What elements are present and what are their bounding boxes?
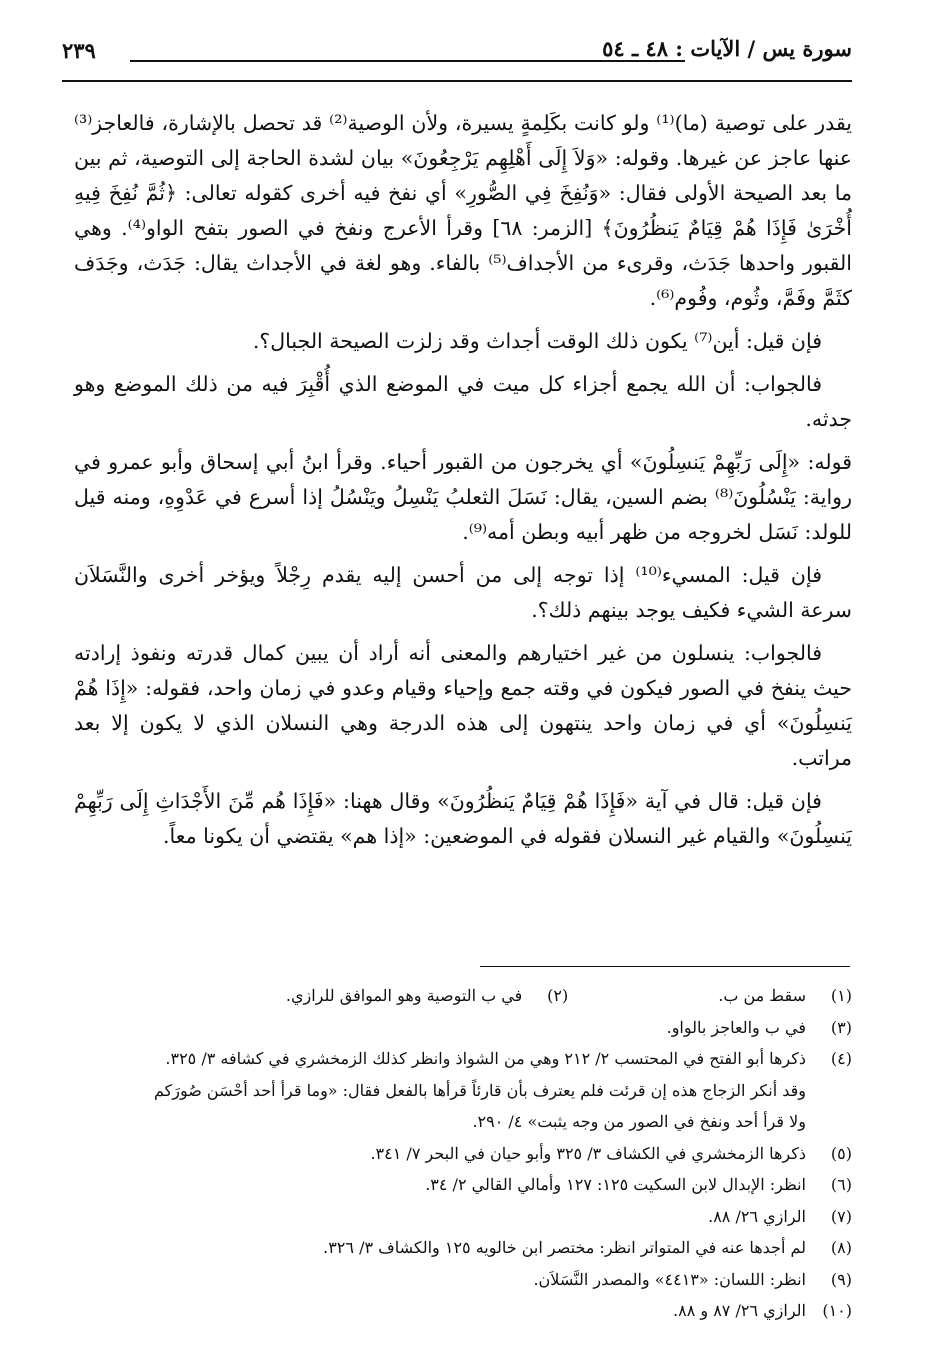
footnote-number: (٤) xyxy=(830,1049,852,1068)
footnote-number: (٩) xyxy=(830,1269,852,1289)
paragraph-1: يقدر على توصية (ما)⁽¹⁾ ولو كانت بكَلِمةٍ يسيرة، ولأن الوصية⁽²⁾ قد تحصل بالإشارة، فالعاجز⁽³⁾ عنها عاجز عن غيرها. وقوله: «وَلاَ إِلَى أَهْلِهِم يَرْجِعُونَ» بيان لشدة الحاجة إلى التوصية، ثم بين ما بعد الصيحة الأولى فقال: «وَنُفِخَ فِي الصُّورِ» أي نفخ فيه أخرى كقوله تعالى: ﴿ثُمَّ نُفِخَ فِيهِ أُخْرَىٰ فَإِذَا هُمْ قِيَامٌ يَنظُرُونَ﴾ [الزمر: ٦٨] وقرأ الأعرج ونفخ في الصور بتفح الواو⁽⁴⁾. وهي القبور واحدها جَدَث، وقرىء من الأجداف⁽⁵⁾ بالفاء. وهو لغة في الأجداث يقال: جَدَث، وجَدَف كثَمَّ وفَمَّ، وثُوم، وفُوم⁽⁶⁾. xyxy=(74,111,853,310)
footnote-number: (٨) xyxy=(830,1238,852,1257)
footnote-number: (١) xyxy=(830,986,852,1005)
footnote-3 xyxy=(74,1012,852,1044)
footnote-separator xyxy=(480,966,850,967)
footnote-text: سقط من ب. xyxy=(718,986,806,1005)
footnote-text: لم أجدها عنه في المتواتر انظر: مختصر ابن خالويه ١٢٥ والكشاف ٣/ ٣٢٦. xyxy=(323,1238,806,1257)
footnote-text: ذكرها الزمخشري في الكشاف ٣/ ٣٢٥ وأبو حيان في البحر ٧/ ٣٤١. xyxy=(370,1143,806,1163)
footnote-4-continuation: ولا قرأ أحد ونفخ في الصور من وجه يثبت» ٤/ ٢٩٠. xyxy=(472,1112,806,1131)
paragraph-3: فالجواب: أن الله يجمع أجزاء كل ميت في الموضع الذي أُقْبِرَ فيه من ذلك الموضع وهو جدثه. xyxy=(74,372,852,431)
footnote-number: (١٠) xyxy=(822,1301,852,1320)
footnote-5 xyxy=(74,1138,852,1170)
footnote-text: ذكرها أبو الفتح في المحتسب ٢/ ٢١٢ وهي من الشواذ وانظر كذلك الزمخشري في كشافه ٣/ ٣٢٥. xyxy=(165,1049,806,1068)
footnote-text: الرازي ٢٦/ ٨٧ و ٨٨. xyxy=(673,1301,806,1320)
footnote-4 xyxy=(74,1043,852,1075)
header-rule-short xyxy=(130,60,685,62)
footnote-text: في ب والعاجز بالواو. xyxy=(666,1017,806,1037)
footnote-number: (٢) xyxy=(547,986,569,1005)
footnote-7 xyxy=(74,1201,852,1233)
paragraph-5: فإن قيل: المسيء⁽¹⁰⁾ إذا توجه إلى من أحسن إليه يقدم رِجْلاً ويؤخر أخرى والنَّسَلاَن سرعة الشيء فكيف يوجد بينهم ذلك؟. xyxy=(74,563,852,622)
header-rule xyxy=(62,80,852,82)
main-text xyxy=(74,106,852,862)
footnote-10 xyxy=(74,1295,852,1327)
footnote-text: في ب التوصية وهو الموافق للرازي. xyxy=(285,986,523,1005)
footnote-text: انظر: اللسان: «٤٤١٣» والمصدر النَّسَلاَن. xyxy=(533,1269,806,1289)
footnote-9 xyxy=(74,1264,852,1296)
footnotes xyxy=(74,980,852,1327)
footnote-number: (٣) xyxy=(830,1017,852,1037)
paragraph-6: فالجواب: ينسلون من غير اختيارهم والمعنى أنه أراد أن يبين كمال قدرته ونفوذ إرادته حيث ينفخ في الصور فيكون في وقته جمع وإحياء وقيام وعدو في زمان واحد، فقوله: «إِذَا هُمْ يَنسِلُونَ» أي في زمان واحد ينتهون إلى هذه الدرجة وهي النسلان الذي لا يكون إلا بعد مراتب. xyxy=(74,641,852,770)
footnote-number: (٧) xyxy=(830,1206,852,1226)
footnote-number: (٥) xyxy=(830,1143,852,1163)
page-number: ٢٣٩ xyxy=(62,38,96,63)
paragraph-7: فإن قيل: قال في آية «فَإِذَا هُمْ قِيَامٌ يَنظُرُونَ» وقال ههنا: «فَإِذَا هُم مِّنَ الأَجْدَاثِ إِلَى رَبِّهِمْ يَنسِلُونَ» والقيام غير النسلان فقوله في الموضعين: «إذا هم» يقتضي أن يكونا معاً. xyxy=(74,789,852,848)
paragraph-4: قوله: «إِلَى رَبِّهِمْ يَنسِلُونَ» أي يخرجون من القبور أحياء. وقرأ ابنُ أبي إسحاق وأبو عمرو في رواية: يَنْسُلُونَ⁽⁸⁾ بضم السين، يقال: نَسَلَ الثعلبُ يَنْسِلُ ويَنْسُلُ إذا أسرع في عَدْوِهِ، ومنه قيل للولد: نَسَل لخروجه من ظهر أبيه وبطن أمه⁽⁹⁾. xyxy=(74,450,852,544)
footnote-8 xyxy=(74,1232,852,1264)
footnote-text: انظر: الإبدال لابن السكيت ١٢٥: ١٢٧ وأمالي القالي ٢/ ٣٤. xyxy=(425,1175,806,1194)
running-title: سورة يس / الآيات : ٤٨ ـ ٥٤ xyxy=(602,36,852,61)
footnote-4-continuation: وقد أنكر الزجاج هذه إن قرئت فلم يعترف بأن قارئاً قرأها بالفعل فقال: «وما قرأ أحد أحْسَن صُورَكم xyxy=(153,1080,806,1100)
footnote-number: (٦) xyxy=(830,1175,852,1194)
page-header xyxy=(62,36,852,84)
footnote-6 xyxy=(74,1169,852,1201)
footnote-text: الرازي ٢٦/ ٨٨. xyxy=(708,1206,806,1226)
paragraph-2: فإن قيل: أين⁽⁷⁾ يكون ذلك الوقت أجداث وقد زلزت الصيحة الجبال؟. xyxy=(252,329,822,353)
footnote-row-1-2 xyxy=(74,980,852,1012)
